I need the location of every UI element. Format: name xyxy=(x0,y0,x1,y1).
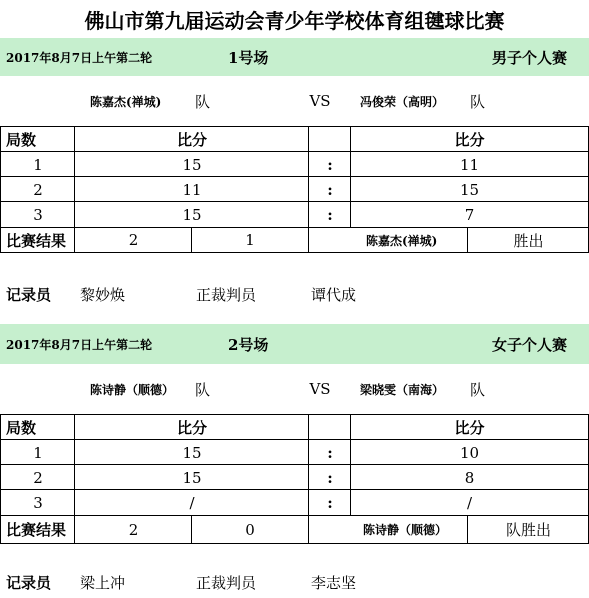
result-b: 0 xyxy=(245,520,255,539)
result-a: 2 xyxy=(128,231,139,249)
match-court: 2号场 xyxy=(228,335,269,354)
result-label: 比赛结果 xyxy=(6,231,67,250)
game-row xyxy=(1,490,588,515)
team-suffix-b: 队 xyxy=(470,92,486,111)
result-a: 2 xyxy=(128,520,139,539)
player-b: 梁晓雯（南海） xyxy=(360,382,445,397)
game-sep: : xyxy=(327,493,333,512)
game-row xyxy=(1,177,588,202)
officials-row-2 xyxy=(0,568,589,596)
score-table-2 xyxy=(0,414,589,516)
match-court: 1号场 xyxy=(228,48,269,67)
header-score-b: 比分 xyxy=(454,419,485,437)
game-score-b: 10 xyxy=(459,443,480,462)
game-sep: : xyxy=(327,180,333,199)
game-score-a: 15 xyxy=(182,443,202,462)
game-score-b: 15 xyxy=(459,180,480,199)
game-no: 3 xyxy=(33,493,43,512)
players-row-1 xyxy=(0,76,589,126)
header-games: 局数 xyxy=(6,419,37,437)
header-score-a: 比分 xyxy=(176,131,207,149)
header-score-b: 比分 xyxy=(454,131,485,149)
player-b: 冯俊荣（高明） xyxy=(360,94,445,109)
team-suffix-a: 队 xyxy=(195,380,211,399)
winner-suffix: 队胜出 xyxy=(505,521,551,539)
vs-label: VS xyxy=(309,92,331,110)
match-event: 男子个人赛 xyxy=(492,48,568,67)
game-score-a: 15 xyxy=(182,205,202,224)
header-score-a: 比分 xyxy=(176,419,207,437)
player-a: 陈嘉杰(禅城) xyxy=(90,94,162,109)
game-no: 3 xyxy=(33,205,43,224)
game-row xyxy=(1,202,588,227)
game-score-a: / xyxy=(189,493,195,512)
game-sep: : xyxy=(327,155,333,174)
match-date: 2017年8月7日上午第二轮 xyxy=(6,50,153,65)
officials-row-1 xyxy=(0,280,589,308)
vs-label: VS xyxy=(309,380,331,398)
game-score-a: 15 xyxy=(182,155,202,174)
match-header-2 xyxy=(0,324,589,364)
game-score-b: 7 xyxy=(464,205,475,224)
result-row-1 xyxy=(0,227,589,253)
recorder-name: 梁上冲 xyxy=(80,573,126,592)
team-suffix-b: 队 xyxy=(470,380,486,399)
score-header-row xyxy=(1,415,588,440)
referee-label: 正裁判员 xyxy=(196,573,257,592)
game-row xyxy=(1,440,588,465)
winner-name: 陈嘉杰(禅城) xyxy=(366,233,438,248)
header-games: 局数 xyxy=(6,131,37,149)
game-score-b: / xyxy=(466,493,473,512)
game-no: 1 xyxy=(33,155,43,174)
recorder-name: 黎妙焕 xyxy=(80,285,126,304)
referee-label: 正裁判员 xyxy=(196,285,257,304)
score-table-1 xyxy=(0,126,589,228)
referee-name: 谭代成 xyxy=(311,285,357,304)
game-row xyxy=(1,152,588,177)
recorder-label: 记录员 xyxy=(6,573,52,592)
player-a: 陈诗静（顺德） xyxy=(90,382,175,397)
game-score-a: 15 xyxy=(182,468,202,487)
referee-name: 李志坚 xyxy=(311,573,357,592)
game-no: 1 xyxy=(33,443,43,462)
game-no: 2 xyxy=(33,468,43,487)
page-title: 佛山市第九届运动会青少年学校体育组毽球比赛 xyxy=(84,8,505,33)
title-row xyxy=(0,0,589,38)
recorder-label: 记录员 xyxy=(6,285,52,304)
game-no: 2 xyxy=(33,180,43,199)
result-b: 1 xyxy=(245,231,255,249)
game-row xyxy=(1,465,588,490)
game-sep: : xyxy=(327,205,333,224)
game-sep: : xyxy=(327,443,333,462)
winner-name: 陈诗静（顺德） xyxy=(363,523,448,537)
result-label: 比赛结果 xyxy=(6,521,67,539)
match-date: 2017年8月7日上午第二轮 xyxy=(6,337,153,352)
result-row-2 xyxy=(0,515,589,544)
match-event: 女子个人赛 xyxy=(492,335,568,354)
team-suffix-a: 队 xyxy=(195,92,211,111)
game-sep: : xyxy=(327,468,333,487)
winner-suffix: 胜出 xyxy=(513,231,544,250)
game-score-b: 11 xyxy=(459,155,480,174)
score-header-row xyxy=(1,127,588,152)
game-score-b: 8 xyxy=(464,468,475,487)
match-header-1 xyxy=(0,38,589,76)
players-row-2 xyxy=(0,364,589,414)
game-score-a: 11 xyxy=(182,180,202,199)
